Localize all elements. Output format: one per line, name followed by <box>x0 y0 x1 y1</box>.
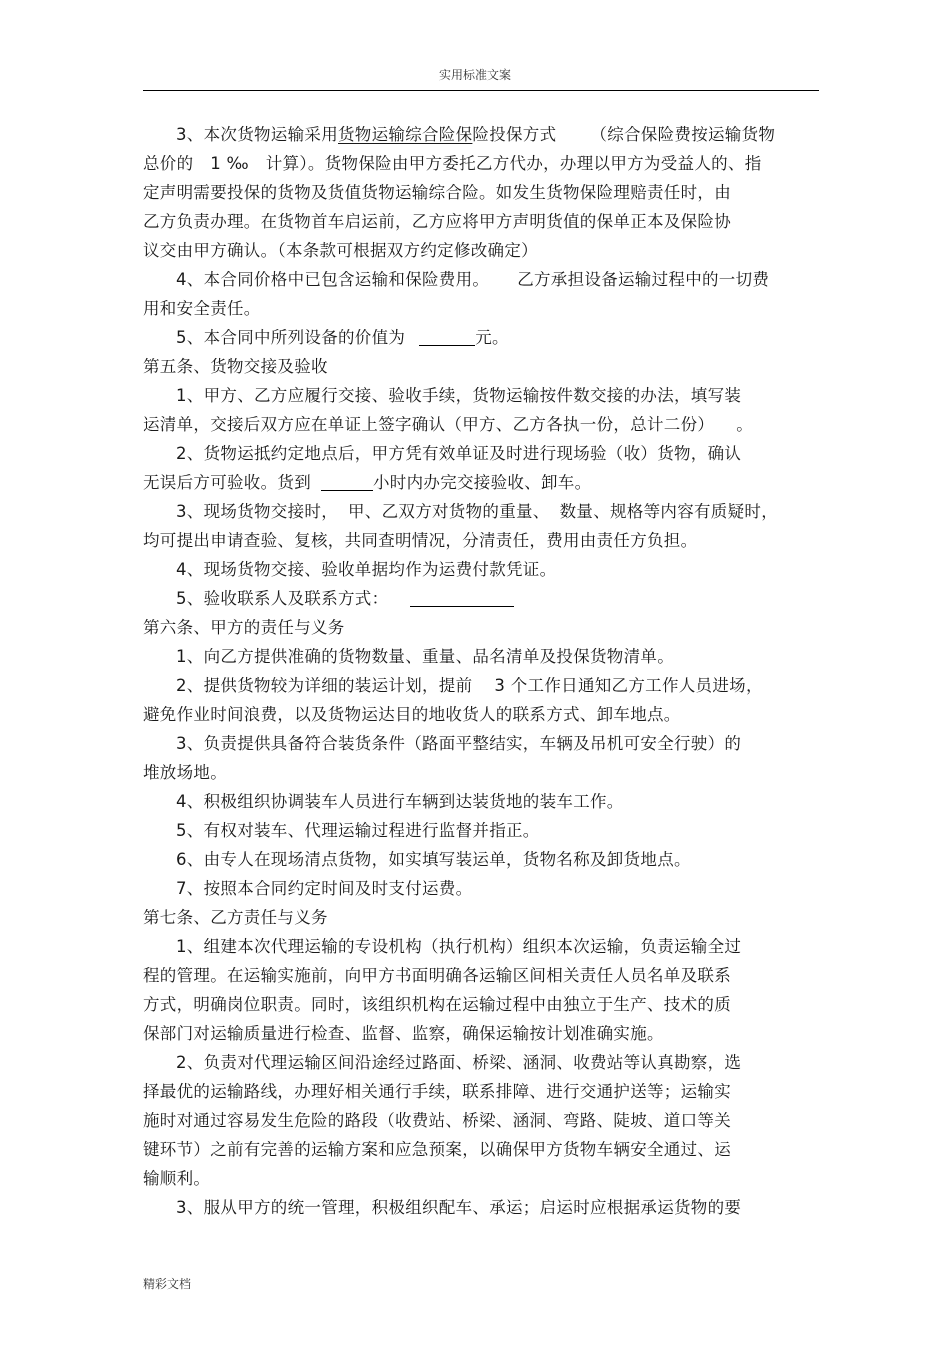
text-line: 避免作业时间浪费，以及货物运达目的地收货人的联系方式、卸车地点。 <box>143 705 681 724</box>
text-line: 1、组建本次代理运输的专设机构（执行机构）组织本次运输，负责运输全过 <box>176 937 742 956</box>
page-footer: 精彩文档 <box>143 1277 192 1291</box>
text-line: 乙方负责办理。在货物首车启运前，乙方应将甲方声明货值的保单正本及保险协 <box>143 212 731 231</box>
section-heading: 第五条、货物交接及验收 <box>143 357 328 376</box>
section-heading: 第六条、甲方的责任与义务 <box>143 618 345 637</box>
text-line: 2、负责对代理运输区间沿途经过路面、桥梁、涵洞、收费站等认真勘察，选 <box>176 1053 742 1072</box>
text-line: 运清单，交接后双方应在单证上签字确认（甲方、乙方各执一份，总计二份） 。 <box>143 415 754 434</box>
text-line: 3、现场货物交接时， 甲、乙双方对货物的重量、 数量、规格等内容有质疑时， <box>176 502 779 521</box>
text-line: 5、有权对装车、代理运输过程进行监督并指正。 <box>176 821 540 840</box>
text-line: 无误后方可验收。货到 小时内办完交接验收、卸车。 <box>143 473 592 492</box>
text-line: 用和安全责任。 <box>143 299 261 318</box>
hours-blank <box>321 474 373 491</box>
text-line: 程的管理。在运输实施前，向甲方书面明确各运输区间相关责任人员名单及联系 <box>143 966 731 985</box>
text-line: 键环节）之前有完善的运输方案和应急预案，以确保甲方货物车辆安全通过、运 <box>143 1140 731 1159</box>
text-line: 5、验收联系人及联系方式： <box>176 588 514 610</box>
text-line: 4、积极组织协调装车人员进行车辆到达装货地的装车工作。 <box>176 792 624 811</box>
text-line: 择最优的运输路线，办理好相关通行手续，联系排障、进行交通护送等；运输实 <box>143 1082 731 1101</box>
text-line: 施时对通过容易发生危险的路段（收费站、桥梁、涵洞、弯路、陡坡、道口等关 <box>143 1111 731 1130</box>
section-heading: 第七条、乙方责任与义务 <box>143 908 328 927</box>
text-line: 7、按照本合同约定时间及时支付运费。 <box>176 879 473 898</box>
text-line: 2、提供货物较为详细的装运计划，提前 3 个工作日通知乙方工作人员进场， <box>176 676 763 695</box>
text-line: 均可提出申请查验、复核，共同查明情况，分清责任，费用由责任方负担。 <box>143 531 698 550</box>
text-line: 总价的 1 ‰ 计算）。货物保险由甲方委托乙方代办，办理以甲方为受益人的、指 <box>143 154 762 173</box>
text-line: 4、现场货物交接、验收单据均作为运费付款凭证。 <box>176 560 557 579</box>
text-line: 议交由甲方确认。（本条款可根据双方约定修改确定） <box>143 241 538 260</box>
text-line: 1、向乙方提供准确的货物数量、重量、品名清单及投保货物清单。 <box>176 647 674 666</box>
header-rule <box>143 90 819 91</box>
text-line: 3、负责提供具备符合装货条件（路面平整结实，车辆及吊机可安全行驶）的 <box>176 734 742 753</box>
text-line: 2、货物运抵约定地点后，甲方凭有效单证及时进行现场验（收）货物，确认 <box>176 444 742 463</box>
text-line: 6、由专人在现场清点货物，如实填写装运单，货物名称及卸货地点。 <box>176 850 691 869</box>
text-line: 定声明需要投保的货物及货值货物运输综合险。如发生货物保险理赔责任时，由 <box>143 183 731 202</box>
text-line: 输顺利。 <box>143 1169 211 1188</box>
value-blank <box>419 329 475 346</box>
contact-blank <box>410 590 514 607</box>
text-line: 1、甲方、乙方应履行交接、验收手续，货物运输按件数交接的办法，填写装 <box>176 386 742 405</box>
text-line: 5、本合同中所列设备的价值为 元。 <box>176 328 509 347</box>
text-line: 4、本合同价格中已包含运输和保险费用。 乙方承担设备运输过程中的一切费 <box>176 270 770 289</box>
text-line: 保部门对运输质量进行检查、监督、监察，确保运输按计划准确实施。 <box>143 1024 664 1043</box>
text-line: 方式，明确岗位职责。同时，该组织机构在运输过程中由独立于生产、技术的质 <box>143 995 731 1014</box>
text-line: 3、服从甲方的统一管理，积极组织配车、承运；启运时应根据承运货物的要 <box>176 1198 742 1217</box>
text-line: 堆放场地。 <box>143 763 227 782</box>
text-line: 3、本次货物运输采用货物运输综合险保险投保方式 （综合保险费按运输货物 <box>176 125 776 144</box>
page-header: 实用标准文案 <box>438 68 511 82</box>
